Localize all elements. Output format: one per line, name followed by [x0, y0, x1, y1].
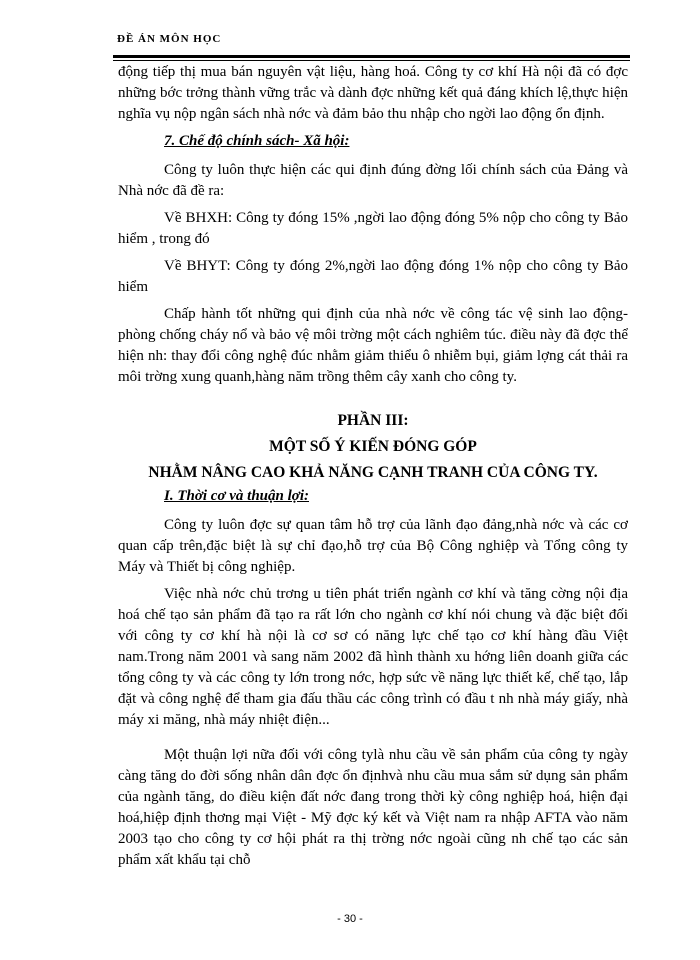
section-heading-7: 7. Chế độ chính sách- Xã hội: — [164, 133, 350, 149]
paragraph: động tiếp thị mua bán nguyên vật liệu, hàng hoá. Công ty cơ khí Hà nội đã có đợc những bớc trởng thành vững trắc và dành đợc những kết quả đáng khích lệ,thực hiện nghĩa vụ nộp ngân sách nhà nớc và đảm bảo thu nhập cho ngời lao động ổn định. — [118, 64, 628, 122]
part-title: PHẦN III: — [337, 412, 409, 429]
part-subtitle-1: MỘT SỐ Ý KIẾN ĐÓNG GÓP — [269, 438, 477, 455]
paragraph: Công ty luôn thực hiện các qui định đúng đờng lối chính sách của Đảng và Nhà nớc đã đề ra: — [118, 162, 628, 199]
paragraph: Một thuận lợi nữa đối với công tylà nhu cầu về sản phẩm của công ty ngày càng tăng do đời sống nhân dân đợc ổn địnhvà nhu cầu mua sắm sử dụng sản phẩm của ngành tăng, do điều kiện đất nớc đang trong thời kỳ công nghiệp hoá, hiện đại hoá,hiệp định thơng mại Việt - Mỹ đợc ký kết và Việt nam ra nhập AFTA vào năm 2003 tạo cho công ty cơ hội phát ra thị trờng nớc ngoài cũng nh chế tạo các sản phẩm xất khẩu tại chỗ — [118, 747, 628, 868]
page-body — [118, 62, 628, 877]
section-heading-I: I. Thời cơ và thuận lợi: — [164, 488, 309, 504]
header-rule-thin — [113, 60, 630, 61]
paragraph: Về BHYT: Công ty đóng 2%,ngời lao động đóng 1% nộp cho công ty Bảo hiểm — [118, 258, 628, 295]
part-subtitle-2: NHẰM NÂNG CAO KHẢ NĂNG CẠNH TRANH CỦA CÔNG TY. — [148, 464, 598, 481]
paragraph: Việc nhà nớc chủ trơng u tiên phát triển ngành cơ khí và tăng cờng nội địa hoá chế tạo sản phẩm đã tạo ra rất lớn cho ngành cơ khí nói chung và đặc biệt đối với công ty cơ khí hà nội là cơ sơ có năng lực chế tạo cơ khí hàng đầu Việt nam.Trong năm 2001 và sang năm 2002 đã hình thành xu hớng liên doanh giữa các tổng công ty và các công ty lớn trong nớc, hợp sức về năng lực thiết kế, chế tạo, lắp đặt và công nghệ để tham gia đấu thầu các công trình có đầu t nh nhà máy giấy, nhà máy xi măng, nhà máy nhiệt điện... — [118, 586, 628, 728]
paragraph: Chấp hành tốt những qui định của nhà nớc về công tác vệ sinh lao động- phòng chống cháy nổ và bảo vệ môi trờng một cách nghiêm túc. điều này đã đợc thể hiện nh: thay đổi công nghệ đúc nhằm giảm thiểu ô nhiễm bụi, giảm lợng cát thải ra môi trờng xung quanh,hàng năm trồng thêm cây xanh cho công ty. — [118, 306, 628, 385]
paragraph: Về BHXH: Công ty đóng 15% ,ngời lao động đóng 5% nộp cho công ty Bảo hiểm , trong đó — [118, 210, 628, 247]
document-header-title: ĐỀ ÁN MÔN HỌC — [117, 33, 222, 45]
page-number: - 30 - — [337, 913, 363, 925]
header-rule-thick — [113, 55, 630, 58]
paragraph: Công ty luôn đợc sự quan tâm hỗ trợ của lãnh đạo đảng,nhà nớc và các cơ quan cấp trên,đặc biệt là sự chỉ đạo,hỗ trợ của Bộ Công nghiệp và Tổng công ty Máy và Thiết bị công nghiệp. — [118, 517, 628, 575]
